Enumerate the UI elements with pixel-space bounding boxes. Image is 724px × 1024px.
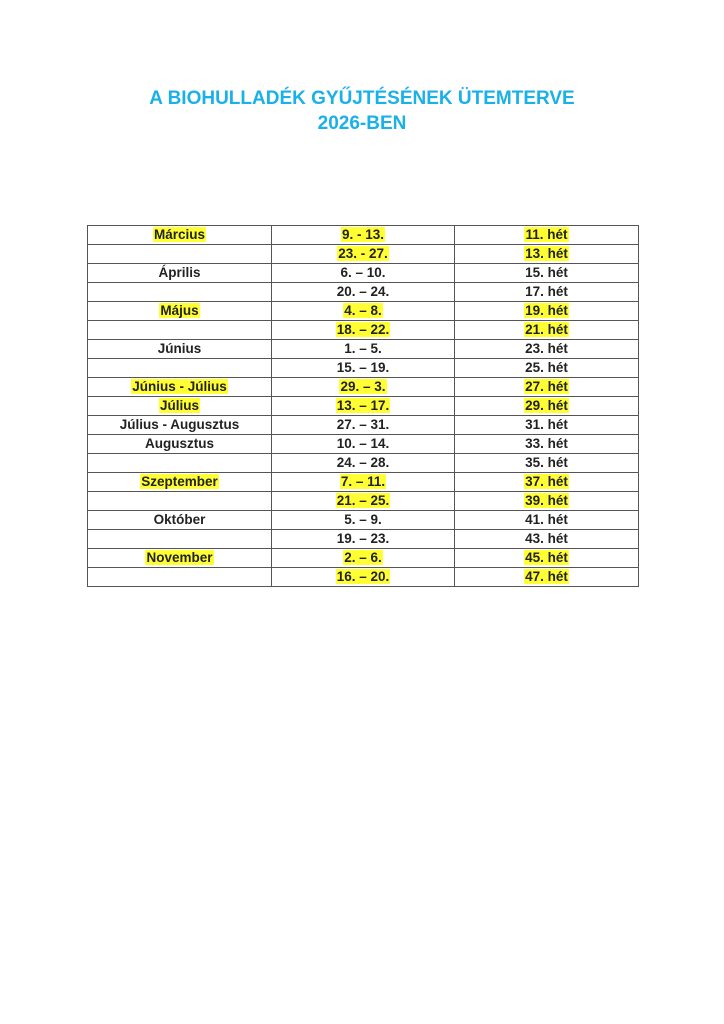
cell-week: [455, 302, 639, 321]
cell-month: [88, 302, 272, 321]
cell-week: [455, 492, 639, 511]
cell-week: [455, 397, 639, 416]
cell-month: [88, 283, 272, 302]
cell-month: [88, 530, 272, 549]
table-row: [88, 226, 639, 245]
cell-week: [455, 226, 639, 245]
dates-text: 6. – 10.: [340, 265, 386, 280]
cell-month: [88, 416, 272, 435]
table-row: [88, 245, 639, 264]
week-text: 11. hét: [525, 227, 568, 242]
week-text: 39. hét: [525, 493, 568, 508]
table-row: [88, 511, 639, 530]
table-row: [88, 397, 639, 416]
cell-week: [455, 378, 639, 397]
cell-dates: [272, 302, 455, 321]
dates-text: 19. – 23.: [336, 531, 390, 546]
cell-month: [88, 549, 272, 568]
month-text: November: [146, 550, 213, 565]
dates-text: 29. – 3.: [340, 379, 386, 394]
table-row: [88, 454, 639, 473]
cell-week: [455, 264, 639, 283]
cell-week: [455, 321, 639, 340]
cell-month: [88, 568, 272, 587]
cell-week: [455, 245, 639, 264]
week-text: 41. hét: [525, 512, 568, 527]
table-row: [88, 530, 639, 549]
dates-text: 18. – 22.: [336, 322, 390, 337]
cell-week: [455, 416, 639, 435]
table-row: [88, 492, 639, 511]
week-text: 23. hét: [525, 341, 568, 356]
month-text: Április: [158, 265, 201, 280]
cell-week: [455, 530, 639, 549]
cell-dates: [272, 340, 455, 359]
table-row: [88, 283, 639, 302]
dates-text: 27. – 31.: [336, 417, 390, 432]
week-text: 35. hét: [525, 455, 568, 470]
cell-week: [455, 435, 639, 454]
cell-dates: [272, 435, 455, 454]
cell-dates: [272, 397, 455, 416]
month-text: Május: [160, 303, 199, 318]
page-title: [0, 86, 724, 136]
week-text: 17. hét: [525, 284, 568, 299]
dates-text: 1. – 5.: [344, 341, 382, 356]
cell-month: [88, 454, 272, 473]
cell-month: [88, 473, 272, 492]
week-text: 43. hét: [525, 531, 568, 546]
month-text: Június: [157, 341, 202, 356]
cell-dates: [272, 378, 455, 397]
cell-dates: [272, 454, 455, 473]
cell-dates: [272, 359, 455, 378]
cell-week: [455, 283, 639, 302]
week-text: 15. hét: [525, 265, 568, 280]
table-row: [88, 549, 639, 568]
table-row: [88, 473, 639, 492]
schedule-table-body: [88, 226, 639, 587]
dates-text: 5. – 9.: [344, 512, 382, 527]
cell-month: [88, 321, 272, 340]
week-text: 33. hét: [525, 436, 568, 451]
month-text: Szeptember: [141, 474, 218, 489]
table-row: [88, 340, 639, 359]
cell-month: [88, 378, 272, 397]
dates-text: 20. – 24.: [336, 284, 390, 299]
dates-text: 23. - 27.: [338, 246, 388, 261]
cell-dates: [272, 511, 455, 530]
table-row: [88, 416, 639, 435]
week-text: 37. hét: [525, 474, 568, 489]
dates-text: 10. – 14.: [336, 436, 390, 451]
title-line-2: 2026-BEN: [317, 113, 407, 134]
week-text: 13. hét: [525, 246, 568, 261]
week-text: 29. hét: [525, 398, 568, 413]
cell-week: [455, 511, 639, 530]
month-text: Október: [153, 512, 206, 527]
month-text: Augusztus: [145, 436, 214, 451]
cell-dates: [272, 416, 455, 435]
week-text: 19. hét: [525, 303, 568, 318]
cell-month: [88, 340, 272, 359]
cell-dates: [272, 492, 455, 511]
cell-month: [88, 397, 272, 416]
week-text: 31. hét: [525, 417, 568, 432]
table-row: [88, 359, 639, 378]
cell-month: [88, 264, 272, 283]
dates-text: 21. – 25.: [336, 493, 390, 508]
week-text: 45. hét: [525, 550, 568, 565]
cell-month: [88, 435, 272, 454]
week-text: 27. hét: [525, 379, 568, 394]
cell-week: [455, 359, 639, 378]
cell-month: [88, 511, 272, 530]
cell-week: [455, 340, 639, 359]
week-text: 21. hét: [525, 322, 568, 337]
dates-text: 7. – 11.: [340, 474, 386, 489]
cell-week: [455, 568, 639, 587]
cell-month: [88, 359, 272, 378]
dates-text: 13. – 17.: [336, 398, 390, 413]
table-row: [88, 378, 639, 397]
cell-week: [455, 549, 639, 568]
cell-dates: [272, 549, 455, 568]
table-row: [88, 435, 639, 454]
cell-dates: [272, 568, 455, 587]
month-text: Július - Augusztus: [119, 417, 240, 432]
cell-dates: [272, 530, 455, 549]
month-text: Július: [159, 398, 199, 413]
dates-text: 4. – 8.: [344, 303, 382, 318]
cell-dates: [272, 245, 455, 264]
collection-schedule-table: [87, 225, 639, 587]
title-line-1: A BIOHULLADÉK GYŰJTÉSÉNEK ÜTEMTERVE: [149, 88, 575, 109]
cell-month: [88, 226, 272, 245]
table-row: [88, 568, 639, 587]
cell-dates: [272, 264, 455, 283]
dates-text: 15. – 19.: [336, 360, 390, 375]
dates-text: 2. – 6.: [344, 550, 382, 565]
cell-dates: [272, 473, 455, 492]
week-text: 47. hét: [525, 569, 568, 584]
table-row: [88, 321, 639, 340]
cell-week: [455, 473, 639, 492]
cell-dates: [272, 321, 455, 340]
table-row: [88, 302, 639, 321]
month-text: Június - Július: [132, 379, 227, 394]
dates-text: 24. – 28.: [336, 455, 390, 470]
dates-text: 9. - 13.: [341, 227, 385, 242]
month-text: Március: [153, 227, 206, 242]
cell-month: [88, 492, 272, 511]
table-row: [88, 264, 639, 283]
dates-text: 16. – 20.: [336, 569, 390, 584]
cell-month: [88, 245, 272, 264]
cell-dates: [272, 226, 455, 245]
cell-dates: [272, 283, 455, 302]
cell-week: [455, 454, 639, 473]
week-text: 25. hét: [525, 360, 568, 375]
